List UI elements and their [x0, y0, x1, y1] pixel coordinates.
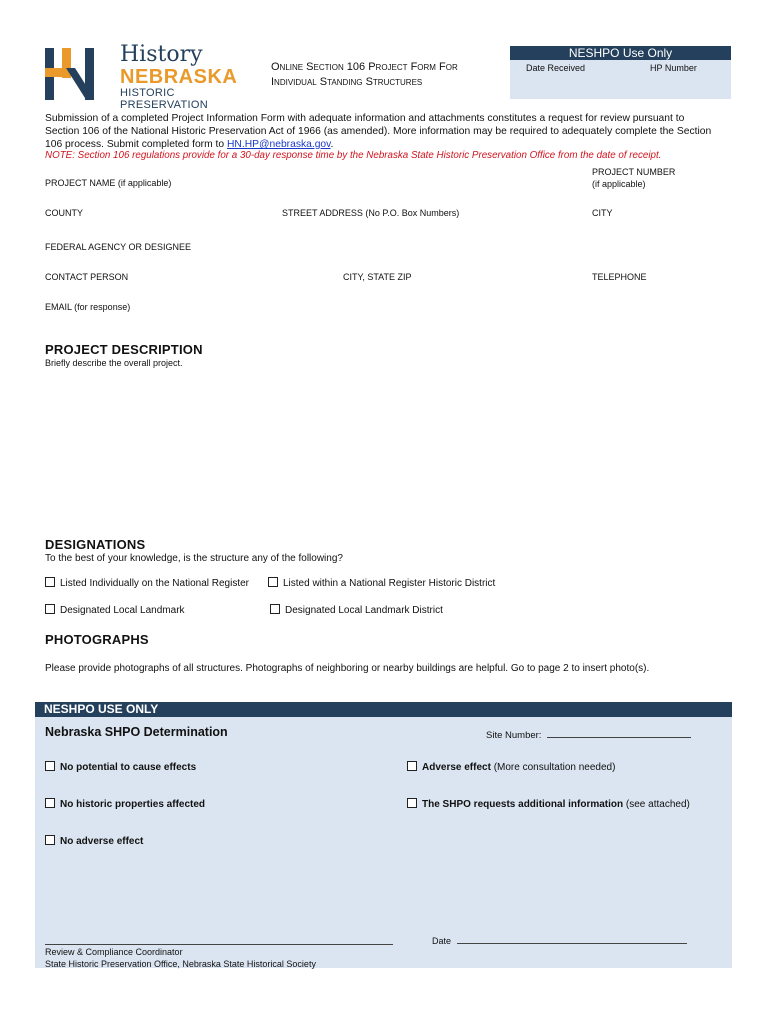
designation-option-historic-district[interactable] [268, 577, 495, 589]
option-label: Designated Local Landmark [60, 605, 185, 616]
option-label: Listed Individually on the National Register [60, 578, 249, 589]
signature-line[interactable] [45, 943, 393, 945]
designation-option-landmark-district[interactable] [270, 604, 443, 616]
option-label-detail: (see attached) [623, 799, 690, 810]
intro-paragraph [45, 112, 717, 151]
street-address-field[interactable]: STREET ADDRESS (No P.O. Box Numbers) [282, 208, 460, 218]
photographs-text: Please provide photographs of all structures. Photographs of neighboring or nearby buildings are helpful. Go to page 2 to insert photo(s). [45, 663, 650, 674]
federal-agency-field[interactable]: FEDERAL AGENCY OR DESIGNEE [45, 242, 192, 252]
determination-no-adverse-effect[interactable] [45, 835, 143, 847]
project-description-input[interactable] [45, 372, 731, 532]
logo-nebraska-text: NEBRASKA [120, 66, 238, 88]
option-label: Designated Local Landmark District [285, 605, 443, 616]
hp-number-label: HP Number [650, 63, 697, 73]
option-label-detail: (More consultation needed) [490, 762, 616, 773]
date-line[interactable] [457, 935, 687, 944]
determination-adverse-effect[interactable] [407, 761, 615, 773]
checkbox-historic-district[interactable] [268, 577, 278, 587]
intro-note: NOTE: Section 106 regulations provide for a 30-day response time by the Nebraska State Historic Preservation Office from the date of receipt. [45, 150, 662, 161]
option-label: No potential to cause effects [60, 762, 197, 773]
date-received-label: Date Received [526, 63, 586, 73]
checkbox-no-historic-properties[interactable] [45, 798, 55, 808]
designation-option-local-landmark[interactable] [45, 604, 185, 616]
form-title [271, 60, 501, 90]
signer-title [45, 946, 316, 970]
form-title-line1: Online Section 106 Project Form For [271, 61, 458, 73]
county-field[interactable]: COUNTY [45, 208, 83, 218]
intro-text-end: . [330, 139, 334, 150]
date-field[interactable] [432, 935, 687, 946]
telephone-field[interactable]: TELEPHONE [592, 272, 647, 282]
email-field[interactable]: EMAIL (for response) [45, 302, 131, 312]
history-nebraska-mark-icon [44, 46, 96, 102]
submit-email-link[interactable]: HN.HP@nebraska.gov [227, 139, 331, 150]
checkbox-local-landmark[interactable] [45, 604, 55, 614]
project-number-sub-label: (if applicable) [592, 179, 646, 189]
checkbox-adverse-effect[interactable] [407, 761, 417, 771]
shpo-determination-heading: Nebraska SHPO Determination [45, 725, 228, 739]
checkbox-landmark-district[interactable] [270, 604, 280, 614]
determination-no-potential[interactable] [45, 761, 196, 773]
logo-historic-preservation-text: HISTORIC PRESERVATION [120, 87, 208, 111]
checkbox-additional-information[interactable] [407, 798, 417, 808]
option-label: The SHPO requests additional information [422, 799, 624, 810]
determination-no-historic-properties[interactable] [45, 798, 205, 810]
determination-additional-information[interactable] [407, 798, 690, 810]
checkbox-no-potential[interactable] [45, 761, 55, 771]
site-number-line[interactable] [547, 728, 691, 738]
date-label: Date [432, 936, 452, 946]
site-number-field[interactable] [486, 728, 691, 741]
project-number-label: PROJECT NUMBER [592, 167, 676, 177]
option-label: Listed within a National Register Historic District [283, 578, 496, 589]
neshpo-use-box-title: NESHPO Use Only [510, 46, 731, 60]
intro-text: Submission of a completed Project Information Form with adequate information and attachments constitutes a request for review pursuant to Section 106 of the National Historic Preservation Act of 1966 (as amended). More information may be required to adequately complete the Section 106 process. Submit completed form to [45, 113, 712, 150]
neshpo-use-only-bar: NESHPO USE ONLY [35, 702, 732, 717]
project-number-field[interactable] [592, 166, 675, 190]
form-title-line2: Individual Standing Structures [271, 76, 423, 88]
project-description-heading: PROJECT DESCRIPTION [45, 342, 203, 357]
photographs-heading: PHOTOGRAPHS [45, 632, 149, 647]
logo-history-text: History [120, 42, 203, 67]
contact-person-field[interactable]: CONTACT PERSON [45, 272, 129, 282]
option-label: No adverse effect [60, 836, 144, 847]
city-state-zip-field[interactable]: CITY, STATE ZIP [343, 272, 412, 282]
city-field[interactable]: CITY [592, 208, 613, 218]
signer-line-2: State Historic Preservation Office, Nebraska State Historical Society [45, 959, 316, 969]
designation-option-listed-individually[interactable] [45, 577, 249, 589]
site-number-label: Site Number: [486, 730, 542, 741]
checkbox-no-adverse-effect[interactable] [45, 835, 55, 845]
project-name-field[interactable]: PROJECT NAME (if applicable) [45, 178, 172, 188]
signer-line-1: Review & Compliance Coordinator [45, 947, 183, 957]
designations-question: To the best of your knowledge, is the structure any of the following? [45, 553, 343, 564]
logo [44, 42, 259, 111]
project-description-hint: Briefly describe the overall project. [45, 358, 183, 368]
option-label: No historic properties affected [60, 799, 206, 810]
option-label: Adverse effect [422, 762, 491, 773]
checkbox-listed-individually[interactable] [45, 577, 55, 587]
designations-heading: DESIGNATIONS [45, 537, 146, 552]
